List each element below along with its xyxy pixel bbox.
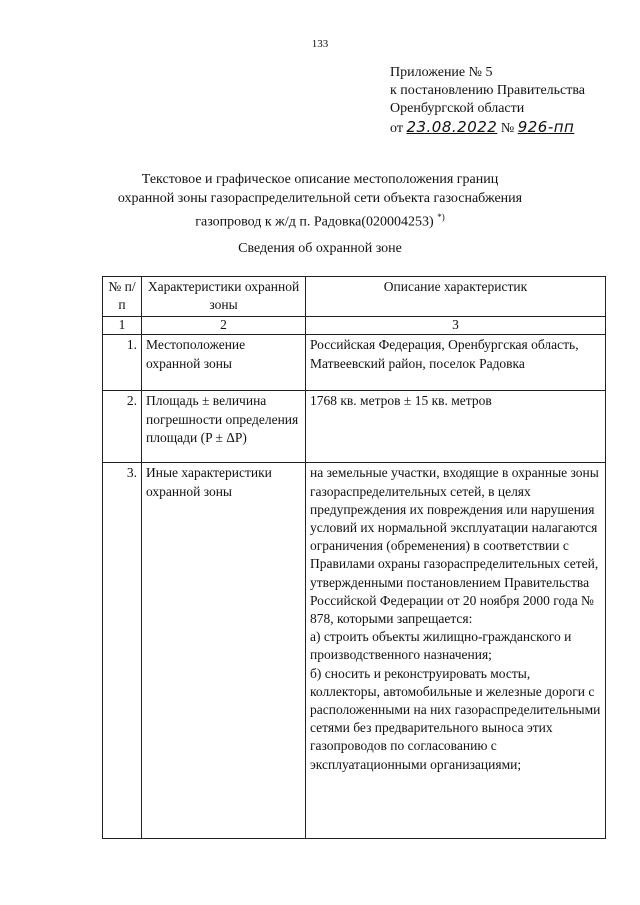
footnote-mark: *): [437, 212, 445, 222]
header-description: Описание характеристик: [306, 277, 606, 317]
row-description: [306, 463, 606, 839]
page-number: 133: [311, 38, 329, 50]
title-line-3: [100, 208, 540, 232]
header-characteristics: Характеристики охранной зоны: [142, 277, 306, 317]
title-line-3-text: газопровод к ж/д п. Радовка(020004253): [195, 214, 434, 230]
restrictions-intro: на земельные участки, входящие в охранные зоны газораспределительных сетей, в целях предупреждения их повреждения или нарушения условий их нормальной эксплуатации налагаются ограничения (обременения) в соответствии с Правилами охраны газораспределительных сетей, утвержденными постановлением Правительства Российской Федерации от 20 ноября 2000 года № 878, которыми запрещается:: [310, 465, 599, 627]
row-number: 3.: [103, 463, 142, 839]
section-subtitle: Сведения об охранной зоне: [238, 241, 402, 256]
appendix-resolution: к постановлению Правительства: [390, 83, 586, 98]
row-characteristic: Площадь ± величина погрешности определения площади (P ± ΔP): [142, 391, 306, 463]
row-number: 1.: [103, 335, 142, 391]
row-characteristic: Иные характеристики охранной зоны: [142, 463, 306, 839]
appendix-number-sign: №: [500, 121, 515, 136]
row-description: Российская Федерация, Оренбургская область, Матвеевский район, поселок Радовка: [306, 335, 606, 391]
row-description: 1768 кв. метров ± 15 кв. метров: [306, 391, 606, 463]
index-cell: 1: [103, 317, 142, 335]
row-number: 2.: [103, 391, 142, 463]
table-row: [103, 463, 606, 839]
title-line-1: Текстовое и графическое описание местоположения границ: [141, 172, 499, 187]
header-num: № п/п: [103, 277, 142, 317]
row-characteristic: Местоположение охранной зоны: [142, 335, 306, 391]
restriction-item: б) сносить и реконструировать мосты, коллекторы, автомобильные и железные дороги с расположенными на них газораспределительными сетями без предварительного выноса этих газопроводов по согласованию с эксплуатационными организациями;: [310, 665, 601, 772]
table-index-row: [103, 317, 606, 335]
appendix-date-line: [390, 118, 585, 138]
title-line-2: охранной зоны газораспределительной сети объекта газоснабжения: [117, 191, 523, 206]
handwritten-number: 926-пп: [517, 118, 575, 136]
appendix-from: от: [390, 121, 403, 136]
appendix-region: Оренбургской области: [390, 101, 525, 116]
appendix-title: Приложение № 5: [390, 65, 493, 80]
restriction-item: а) строить объекты жилищно-гражданского и производственного назначения;: [310, 629, 572, 663]
handwritten-date: 23.08.2022: [406, 118, 498, 136]
document-title: [100, 170, 540, 232]
index-cell: 3: [306, 317, 606, 335]
appendix-block: [390, 64, 585, 138]
table-row: [103, 335, 606, 391]
zone-info-table: [102, 276, 606, 839]
table-header-row: [103, 277, 606, 317]
table-row: [103, 391, 606, 463]
index-cell: 2: [142, 317, 306, 335]
